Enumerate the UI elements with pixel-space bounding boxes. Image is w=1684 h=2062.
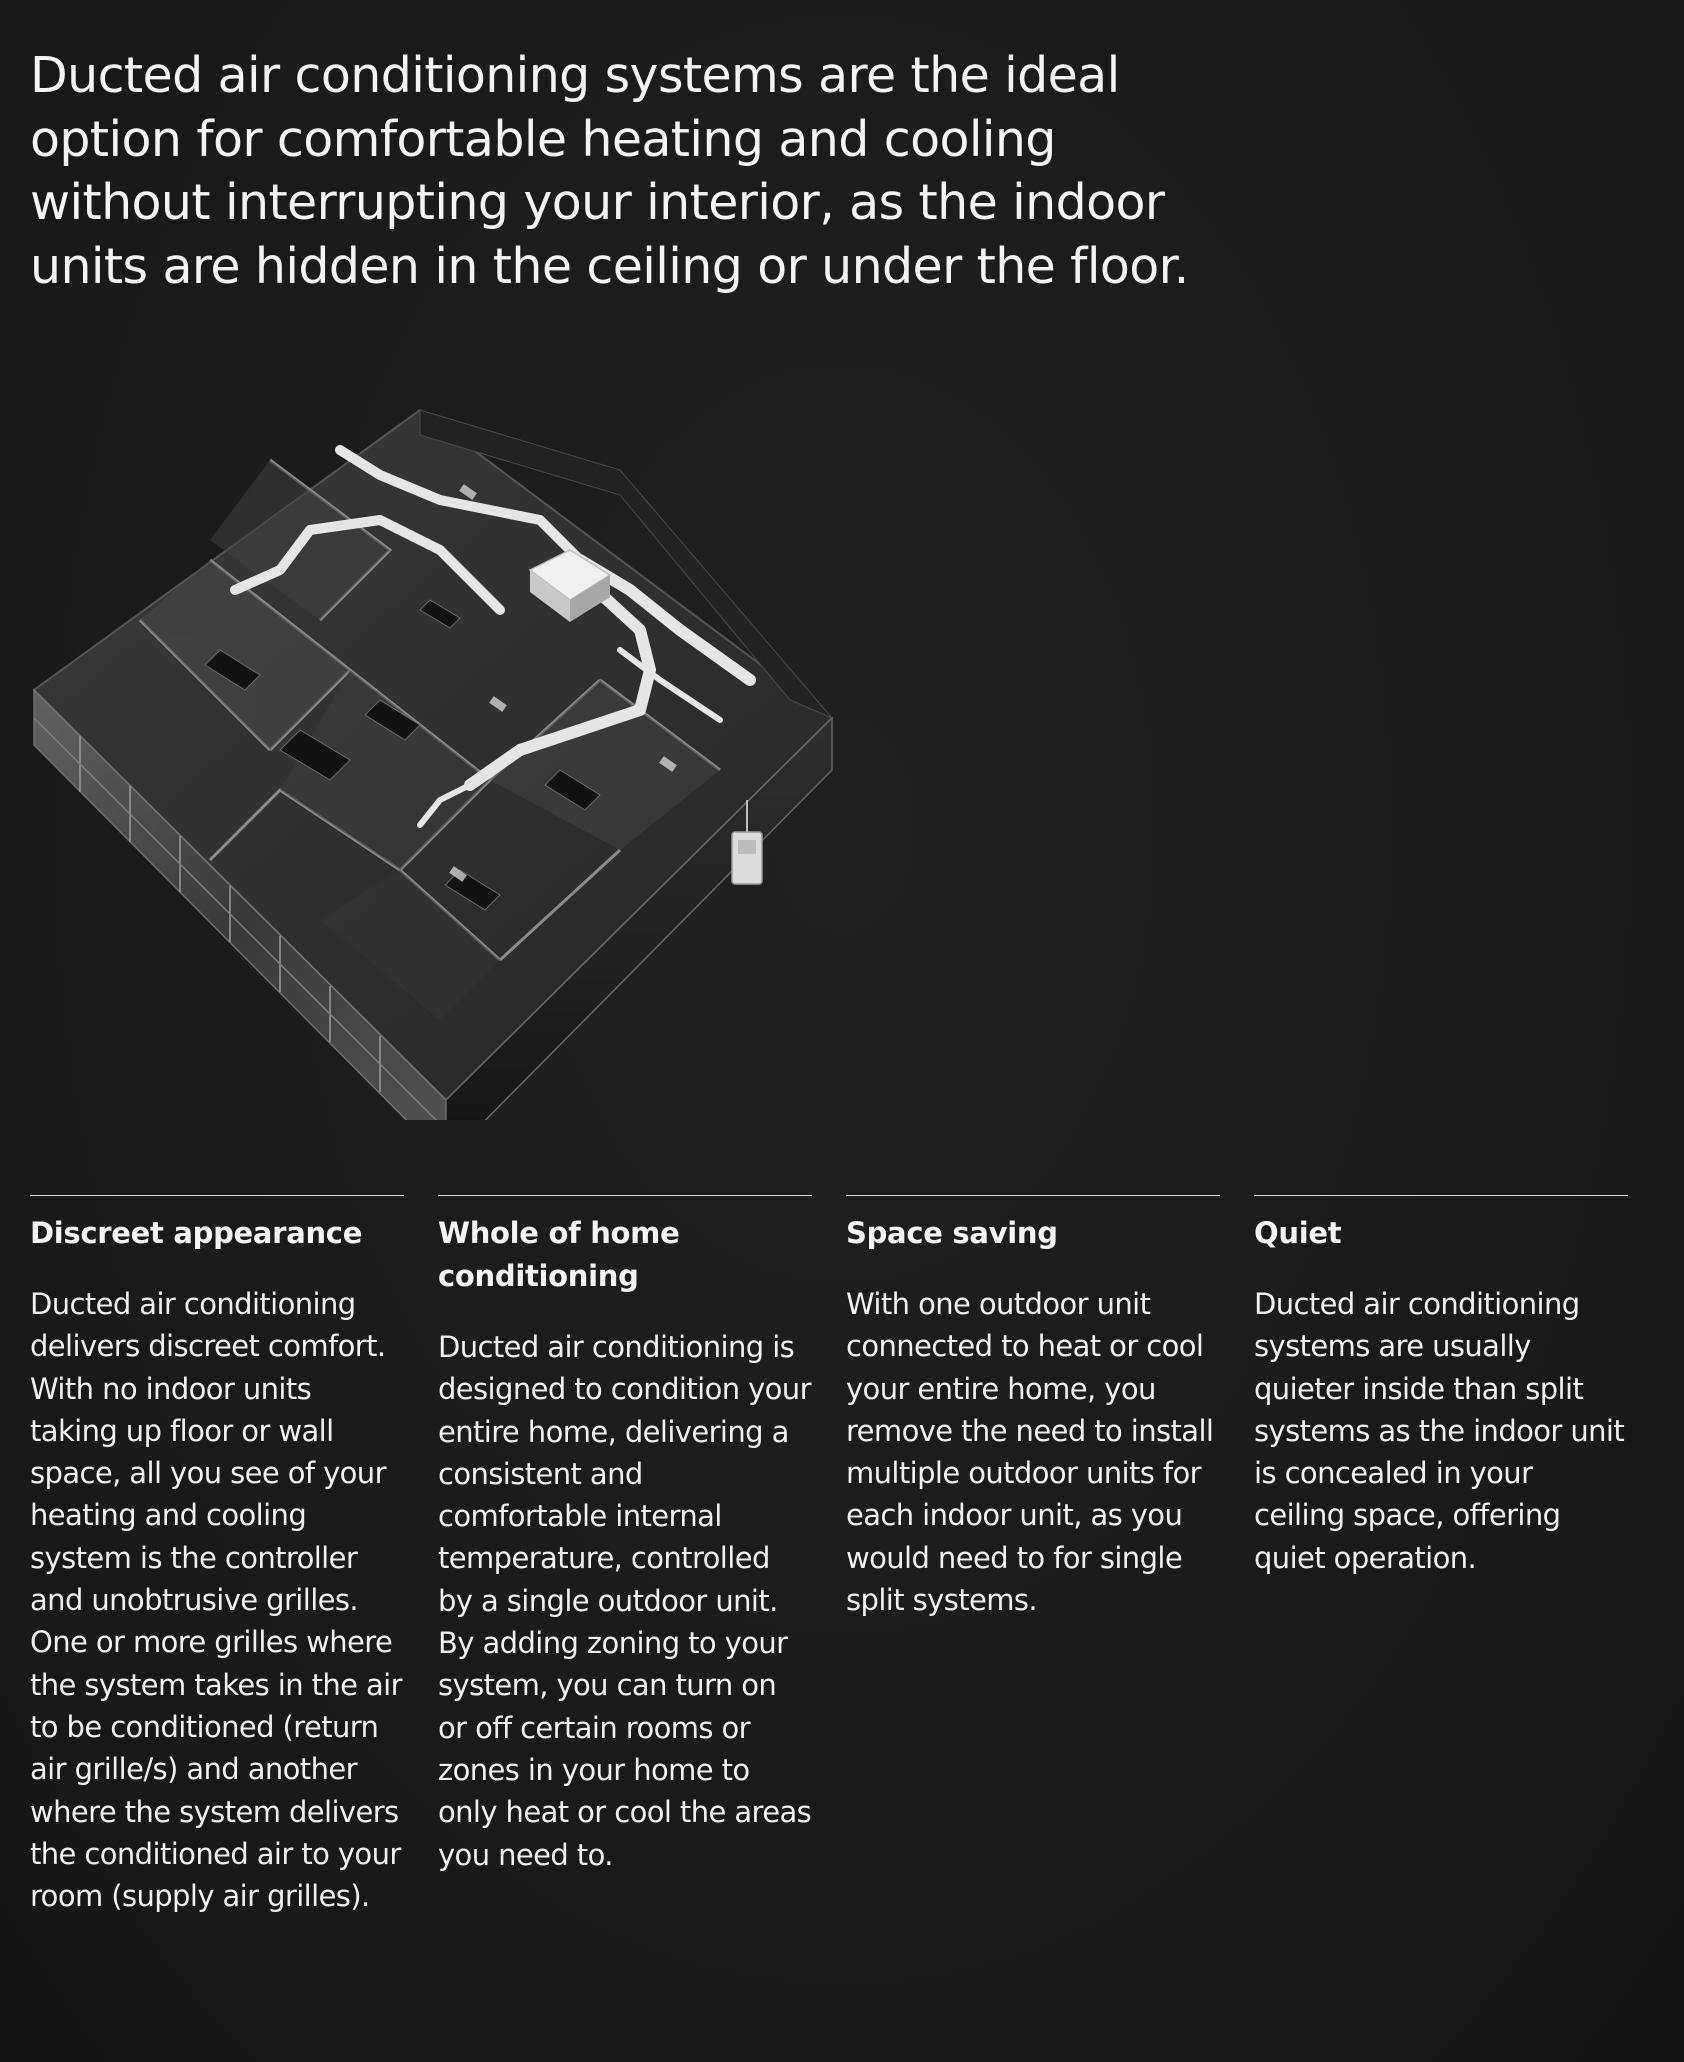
divider: [846, 1195, 1220, 1196]
ducted-house-illustration: [20, 400, 850, 1120]
feature-quiet: [1254, 1195, 1628, 1579]
feature-title: Quiet: [1254, 1216, 1342, 1250]
feature-title: Discreet appearance: [30, 1216, 363, 1250]
feature-title: Space saving: [846, 1216, 1058, 1250]
feature-body: Ducted air conditioning delivers discreet comfort. With no indoor units taking up floor or wall space, all you see of your heating and cooling system is the controller and unobtrusive grilles. One or more grilles where the system takes in the air to be conditioned (return air grille/s) and another where the system delivers the conditioned air to your room (supply air grilles).: [30, 1287, 402, 1914]
feature-discreet-appearance: [30, 1195, 404, 1917]
intro-heading: Ducted air conditioning systems are the ideal option for comfortable heating and cooling without interrupting your interior, as the indoor units are hidden in the ceiling or under the floor.: [30, 47, 1189, 295]
feature-columns: [30, 1195, 1630, 2025]
feature-body: Ducted air conditioning systems are usually quieter inside than split systems as the indoor unit is concealed in your ceiling space, offering quiet operation.: [1254, 1287, 1625, 1575]
feature-title: Whole of home conditioning: [438, 1216, 680, 1293]
feature-body: With one outdoor unit connected to heat or cool your entire home, you remove the need to install multiple outdoor units for each indoor unit, as you would need to for single split systems.: [846, 1287, 1214, 1618]
feature-body: Ducted air conditioning is designed to condition your entire home, delivering a consistent and comfortable internal temperature, controlled by a single outdoor unit. By adding zoning to your system, you can turn on or off certain rooms or zones in your home to only heat or cool the areas you need to.: [438, 1330, 812, 1872]
feature-whole-of-home: [438, 1195, 812, 1876]
feature-space-saving: [846, 1195, 1220, 1621]
divider: [438, 1195, 812, 1196]
divider: [30, 1195, 404, 1196]
divider: [1254, 1195, 1628, 1196]
